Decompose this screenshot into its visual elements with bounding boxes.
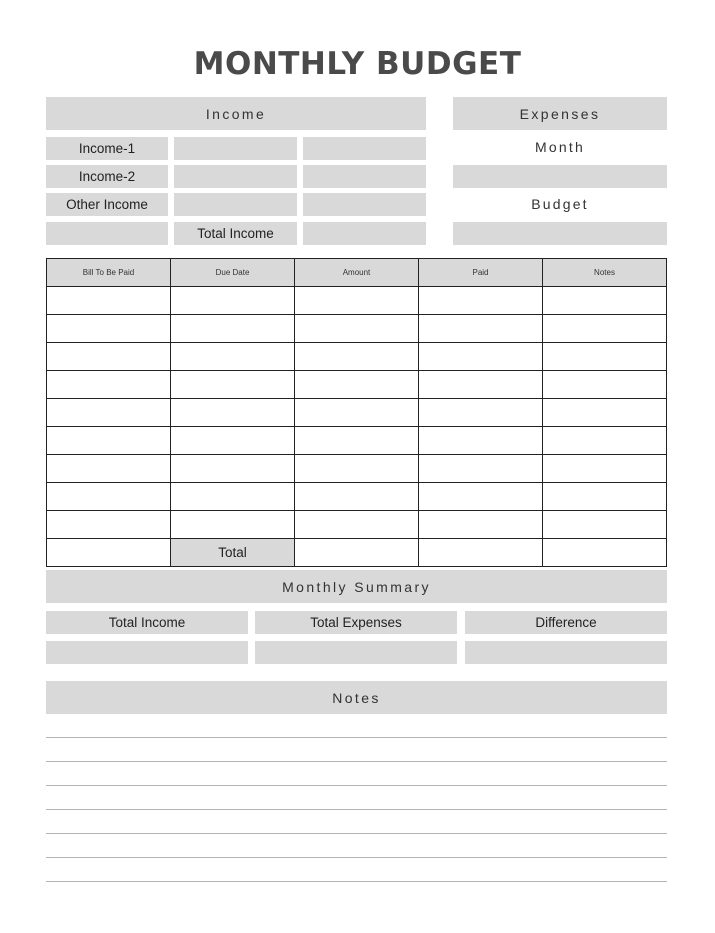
table-row bbox=[47, 483, 667, 511]
table-cell[interactable] bbox=[419, 315, 543, 343]
column-header-bill: Bill To Be Paid bbox=[47, 259, 171, 287]
table-cell[interactable] bbox=[47, 371, 171, 399]
table-cell[interactable] bbox=[419, 343, 543, 371]
column-header-paid: Paid bbox=[419, 259, 543, 287]
note-line[interactable] bbox=[46, 857, 667, 858]
note-line[interactable] bbox=[46, 881, 667, 882]
income-1-label: Income-1 bbox=[46, 137, 168, 160]
bills-table bbox=[46, 258, 667, 567]
table-cell[interactable] bbox=[47, 483, 171, 511]
income-2-label: Income-2 bbox=[46, 165, 168, 188]
bills-total-label: Total bbox=[171, 539, 295, 567]
notes-header: Notes bbox=[46, 681, 667, 714]
total-paid-cell[interactable] bbox=[419, 539, 543, 567]
table-cell[interactable] bbox=[47, 399, 171, 427]
table-row bbox=[47, 427, 667, 455]
table-cell[interactable] bbox=[171, 343, 295, 371]
total-amount-cell[interactable] bbox=[295, 539, 419, 567]
month-field[interactable] bbox=[453, 165, 667, 188]
table-cell[interactable] bbox=[47, 511, 171, 539]
monthly-summary-header: Monthly Summary bbox=[46, 570, 667, 603]
table-cell[interactable] bbox=[543, 315, 667, 343]
expenses-header: Expenses bbox=[453, 97, 667, 130]
income-total-spacer bbox=[46, 222, 168, 245]
table-row bbox=[47, 287, 667, 315]
income-2-extra-field[interactable] bbox=[303, 165, 426, 188]
table-row bbox=[47, 511, 667, 539]
table-cell[interactable] bbox=[47, 315, 171, 343]
income-2-amount-field[interactable] bbox=[174, 165, 297, 188]
other-income-label: Other Income bbox=[46, 193, 168, 216]
table-cell[interactable] bbox=[171, 287, 295, 315]
table-cell[interactable] bbox=[543, 371, 667, 399]
income-1-extra-field[interactable] bbox=[303, 137, 426, 160]
table-row bbox=[47, 343, 667, 371]
note-line[interactable] bbox=[46, 737, 667, 738]
table-cell[interactable] bbox=[543, 427, 667, 455]
budget-label: Budget bbox=[531, 196, 589, 212]
summary-total-expenses-label: Total Expenses bbox=[255, 611, 457, 634]
note-line[interactable] bbox=[46, 809, 667, 810]
month-label: Month bbox=[535, 139, 585, 155]
bills-header-row bbox=[47, 259, 667, 287]
other-income-amount-field[interactable] bbox=[174, 193, 297, 216]
table-cell[interactable] bbox=[47, 343, 171, 371]
table-cell[interactable] bbox=[543, 483, 667, 511]
table-cell[interactable] bbox=[171, 399, 295, 427]
table-cell[interactable] bbox=[47, 427, 171, 455]
table-cell[interactable] bbox=[171, 427, 295, 455]
page-title: MONTHLY BUDGET bbox=[193, 46, 522, 82]
summary-total-income-field[interactable] bbox=[46, 641, 248, 664]
table-cell[interactable] bbox=[543, 287, 667, 315]
table-cell[interactable] bbox=[543, 343, 667, 371]
income-header: Income bbox=[46, 97, 426, 130]
table-cell[interactable] bbox=[419, 287, 543, 315]
table-cell[interactable] bbox=[171, 371, 295, 399]
table-cell[interactable] bbox=[419, 371, 543, 399]
table-cell[interactable] bbox=[295, 511, 419, 539]
summary-total-income-label: Total Income bbox=[46, 611, 248, 634]
note-line[interactable] bbox=[46, 761, 667, 762]
column-header-due-date: Due Date bbox=[171, 259, 295, 287]
table-cell[interactable] bbox=[295, 399, 419, 427]
table-cell[interactable] bbox=[295, 371, 419, 399]
table-cell[interactable] bbox=[47, 455, 171, 483]
table-cell[interactable] bbox=[419, 455, 543, 483]
table-cell[interactable] bbox=[171, 483, 295, 511]
table-row bbox=[47, 455, 667, 483]
table-cell[interactable] bbox=[171, 511, 295, 539]
note-line[interactable] bbox=[46, 785, 667, 786]
table-cell[interactable] bbox=[543, 455, 667, 483]
table-total-row bbox=[47, 539, 667, 567]
total-notes-cell[interactable] bbox=[543, 539, 667, 567]
other-income-extra-field[interactable] bbox=[303, 193, 426, 216]
summary-total-expenses-field[interactable] bbox=[255, 641, 457, 664]
summary-difference-field[interactable] bbox=[465, 641, 667, 664]
column-header-amount: Amount bbox=[295, 259, 419, 287]
table-cell[interactable] bbox=[419, 483, 543, 511]
table-cell[interactable] bbox=[295, 483, 419, 511]
total-income-label: Total Income bbox=[174, 222, 297, 245]
table-cell[interactable] bbox=[171, 315, 295, 343]
table-cell[interactable] bbox=[295, 343, 419, 371]
budget-field[interactable] bbox=[453, 222, 667, 245]
summary-difference-label: Difference bbox=[465, 611, 667, 634]
table-cell[interactable] bbox=[419, 399, 543, 427]
table-cell[interactable] bbox=[171, 455, 295, 483]
table-cell[interactable] bbox=[295, 287, 419, 315]
table-row bbox=[47, 399, 667, 427]
total-income-field[interactable] bbox=[303, 222, 426, 245]
column-header-notes: Notes bbox=[543, 259, 667, 287]
table-row bbox=[47, 371, 667, 399]
table-cell[interactable] bbox=[295, 427, 419, 455]
table-cell[interactable] bbox=[543, 511, 667, 539]
note-line[interactable] bbox=[46, 833, 667, 834]
income-1-amount-field[interactable] bbox=[174, 137, 297, 160]
table-cell[interactable] bbox=[543, 399, 667, 427]
table-cell[interactable] bbox=[295, 455, 419, 483]
table-cell[interactable] bbox=[419, 427, 543, 455]
table-cell[interactable] bbox=[295, 315, 419, 343]
table-cell[interactable] bbox=[47, 287, 171, 315]
table-cell[interactable] bbox=[419, 511, 543, 539]
table-cell[interactable] bbox=[47, 539, 171, 567]
table-row bbox=[47, 315, 667, 343]
